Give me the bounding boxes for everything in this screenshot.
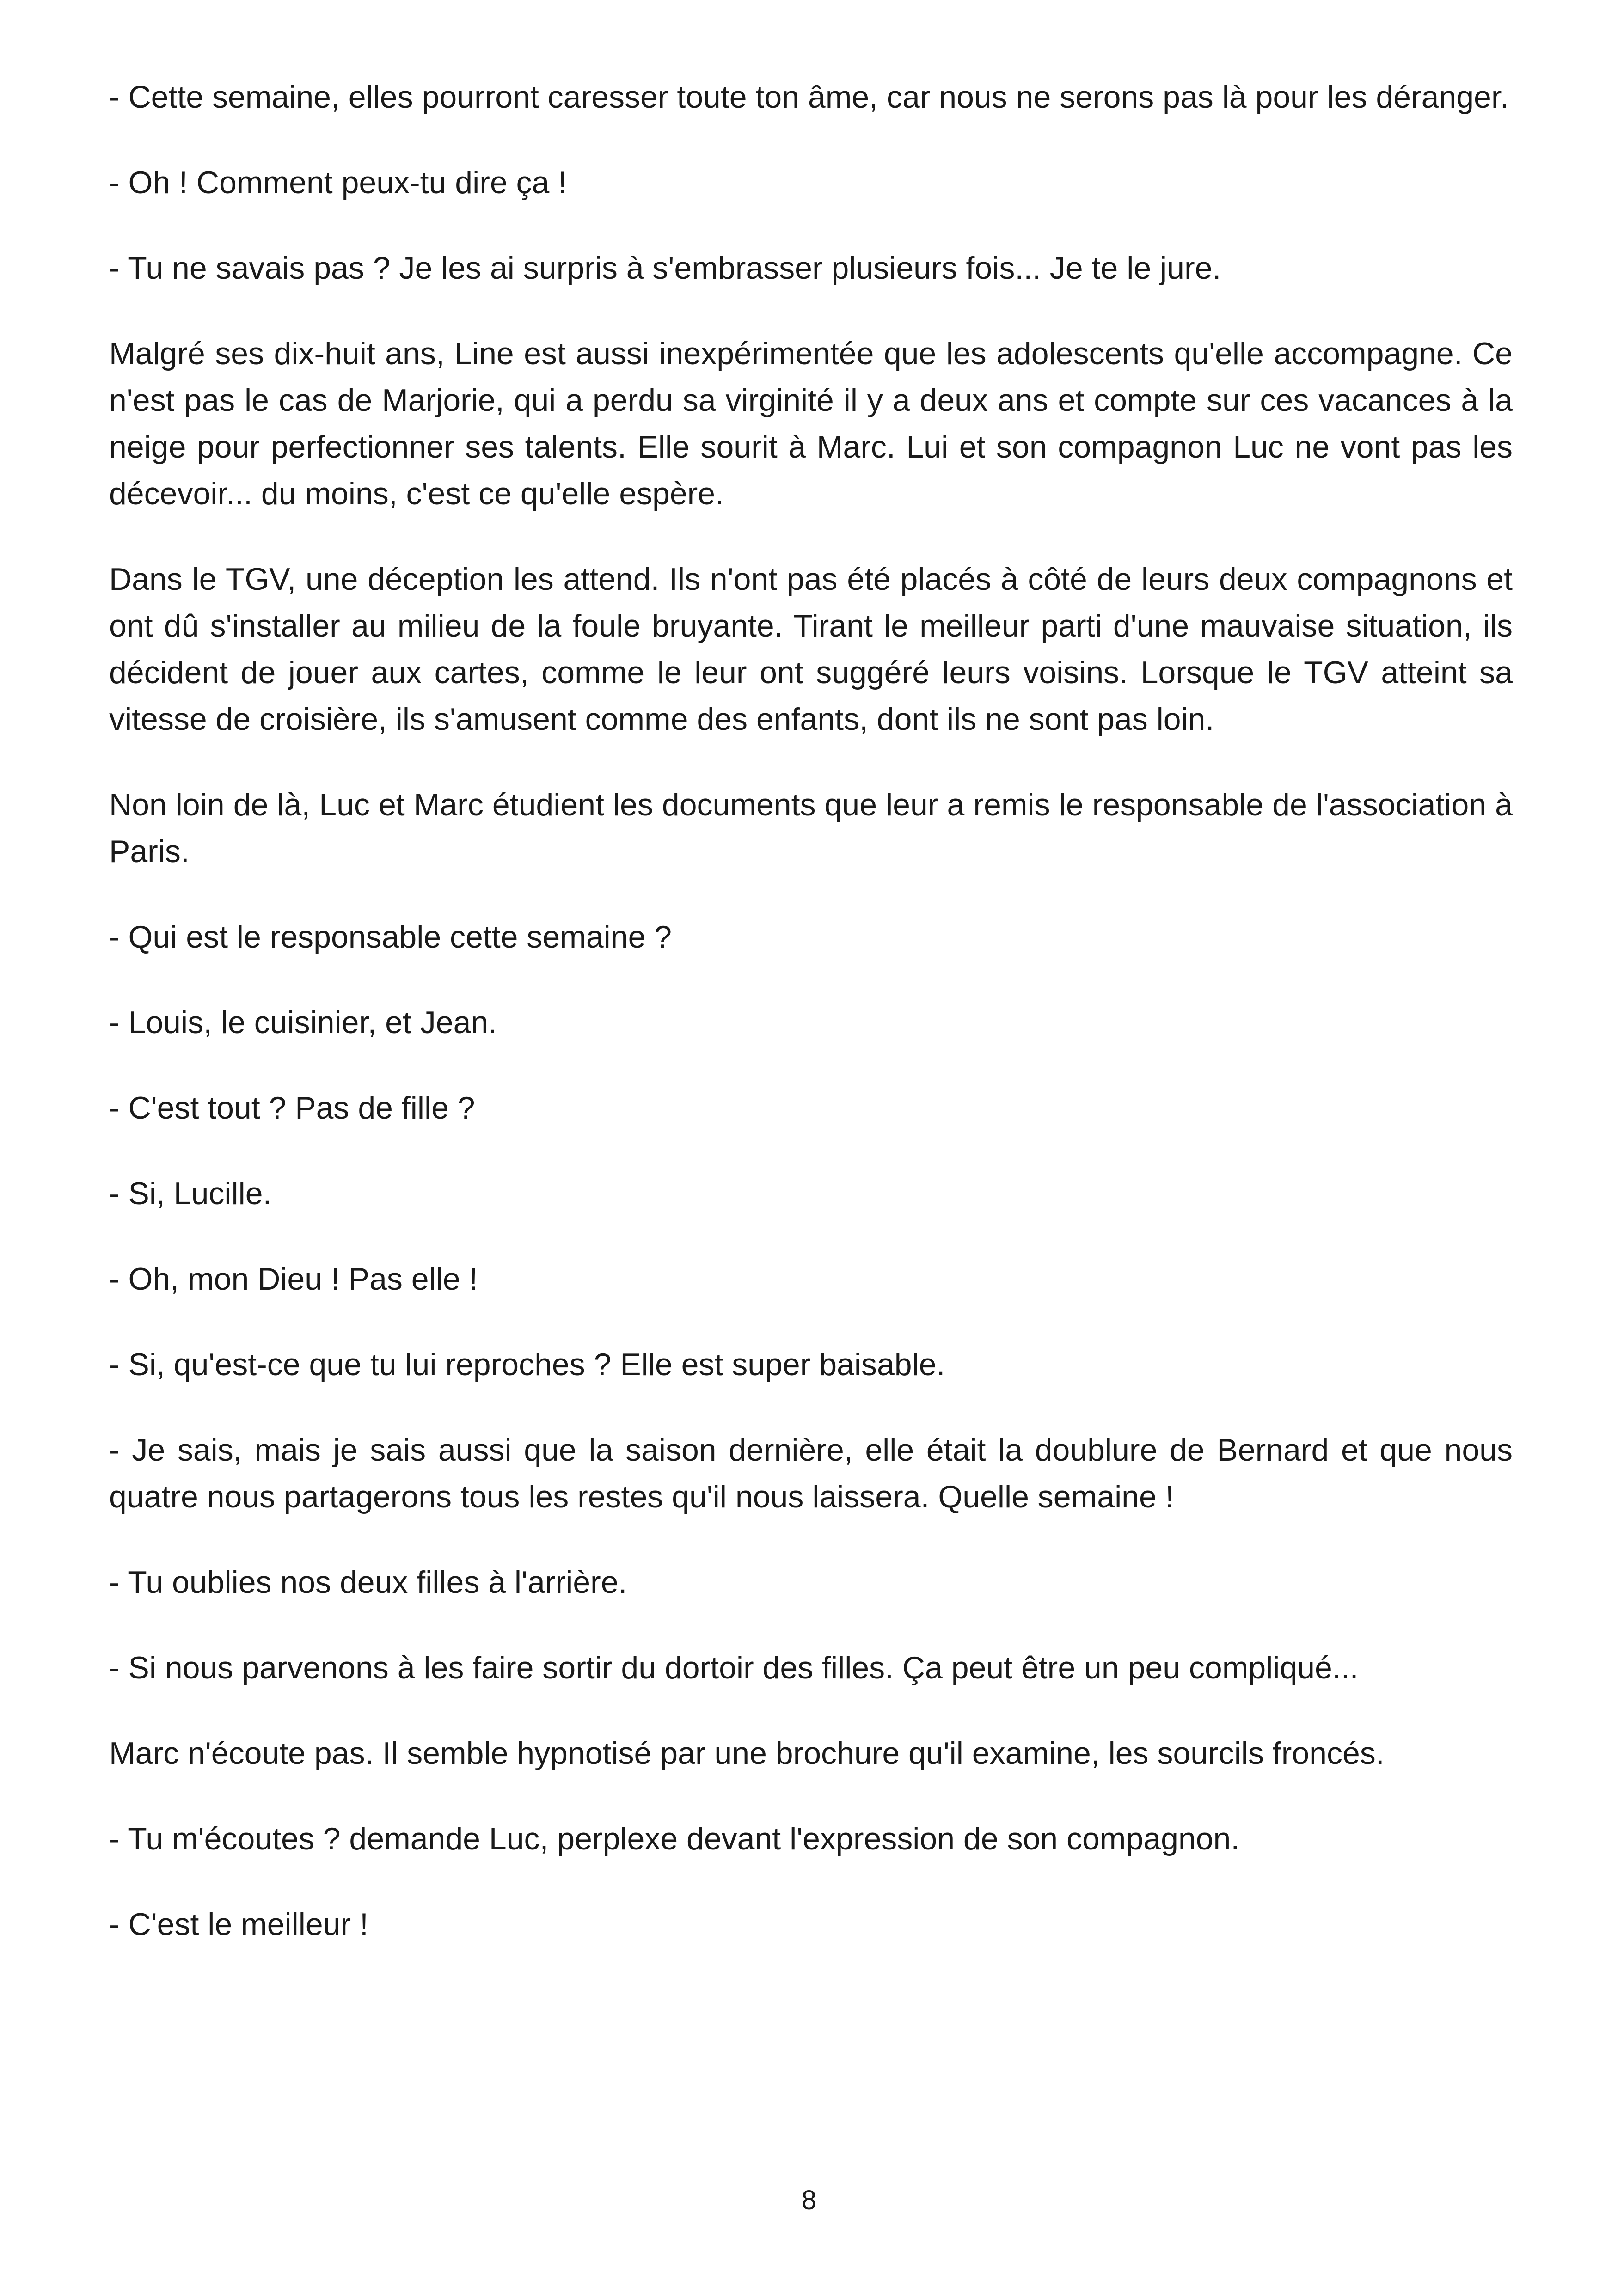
paragraph: Malgré ses dix-huit ans, Line est aussi inexpérimentée que les adolescents qu'elle accompagne. Ce n'est pas le cas de Marjorie, qui a perdu sa virginité il y a deux ans et compte sur ces vacances à la neige pour perfectionner ses talents. Elle sourit à Marc. Lui et son compagnon Luc ne vont pas les décevoir... du moins, c'est ce qu'elle espère.	[109, 336, 1513, 511]
paragraph: - Si nous parvenons à les faire sortir du dortoir des filles. Ça peut être un peu compliqué...	[109, 1650, 1359, 1685]
paragraph: - Qui est le responsable cette semaine ?	[109, 919, 672, 955]
paragraph: - Si, Lucille.	[109, 1176, 272, 1211]
paragraph: Non loin de là, Luc et Marc étudient les documents que leur a remis le responsable de l'association à Paris.	[109, 787, 1513, 869]
paragraph: - Tu ne savais pas ? Je les ai surpris à s'embrasser plusieurs fois... Je te le jure.	[109, 251, 1221, 286]
paragraph: - C'est tout ? Pas de fille ?	[109, 1090, 475, 1126]
paragraph: - C'est le meilleur !	[109, 1907, 368, 1942]
paragraph: - Oh, mon Dieu ! Pas elle !	[109, 1261, 478, 1297]
paragraph: - Si, qu'est-ce que tu lui reproches ? Elle est super baisable.	[109, 1347, 945, 1382]
paragraph: - Tu m'écoutes ? demande Luc, perplexe devant l'expression de son compagnon.	[109, 1821, 1240, 1856]
paragraph: - Oh ! Comment peux-tu dire ça !	[109, 165, 567, 200]
paragraph: - Tu oublies nos deux filles à l'arrière.	[109, 1565, 627, 1600]
paragraph: - Je sais, mais je sais aussi que la saison dernière, elle était la doublure de Bernard et que nous quatre nous partagerons tous les restes qu'il nous laissera. Quelle semaine !	[109, 1433, 1513, 1514]
paragraph: Marc n'écoute pas. Il semble hypnotisé par une brochure qu'il examine, les sourcils froncés.	[109, 1736, 1385, 1771]
paragraph: - Cette semaine, elles pourront caresser toute ton âme, car nous ne serons pas là pour les déranger.	[109, 80, 1509, 115]
paragraph: Dans le TGV, une déception les attend. Ils n'ont pas été placés à côté de leurs deux compagnons et ont dû s'installer au milieu de la foule bruyante. Tirant le meilleur parti d'une mauvaise situation, ils décident de jouer aux cartes, comme le leur ont suggéré leurs voisins. Lorsque le TGV atteint sa vitesse de croisière, ils s'amusent comme des enfants, dont ils ne sont pas loin.	[109, 562, 1513, 737]
page-number: 8	[801, 2185, 817, 2215]
page-body	[109, 74, 1513, 1987]
paragraph: - Louis, le cuisinier, et Jean.	[109, 1005, 497, 1040]
